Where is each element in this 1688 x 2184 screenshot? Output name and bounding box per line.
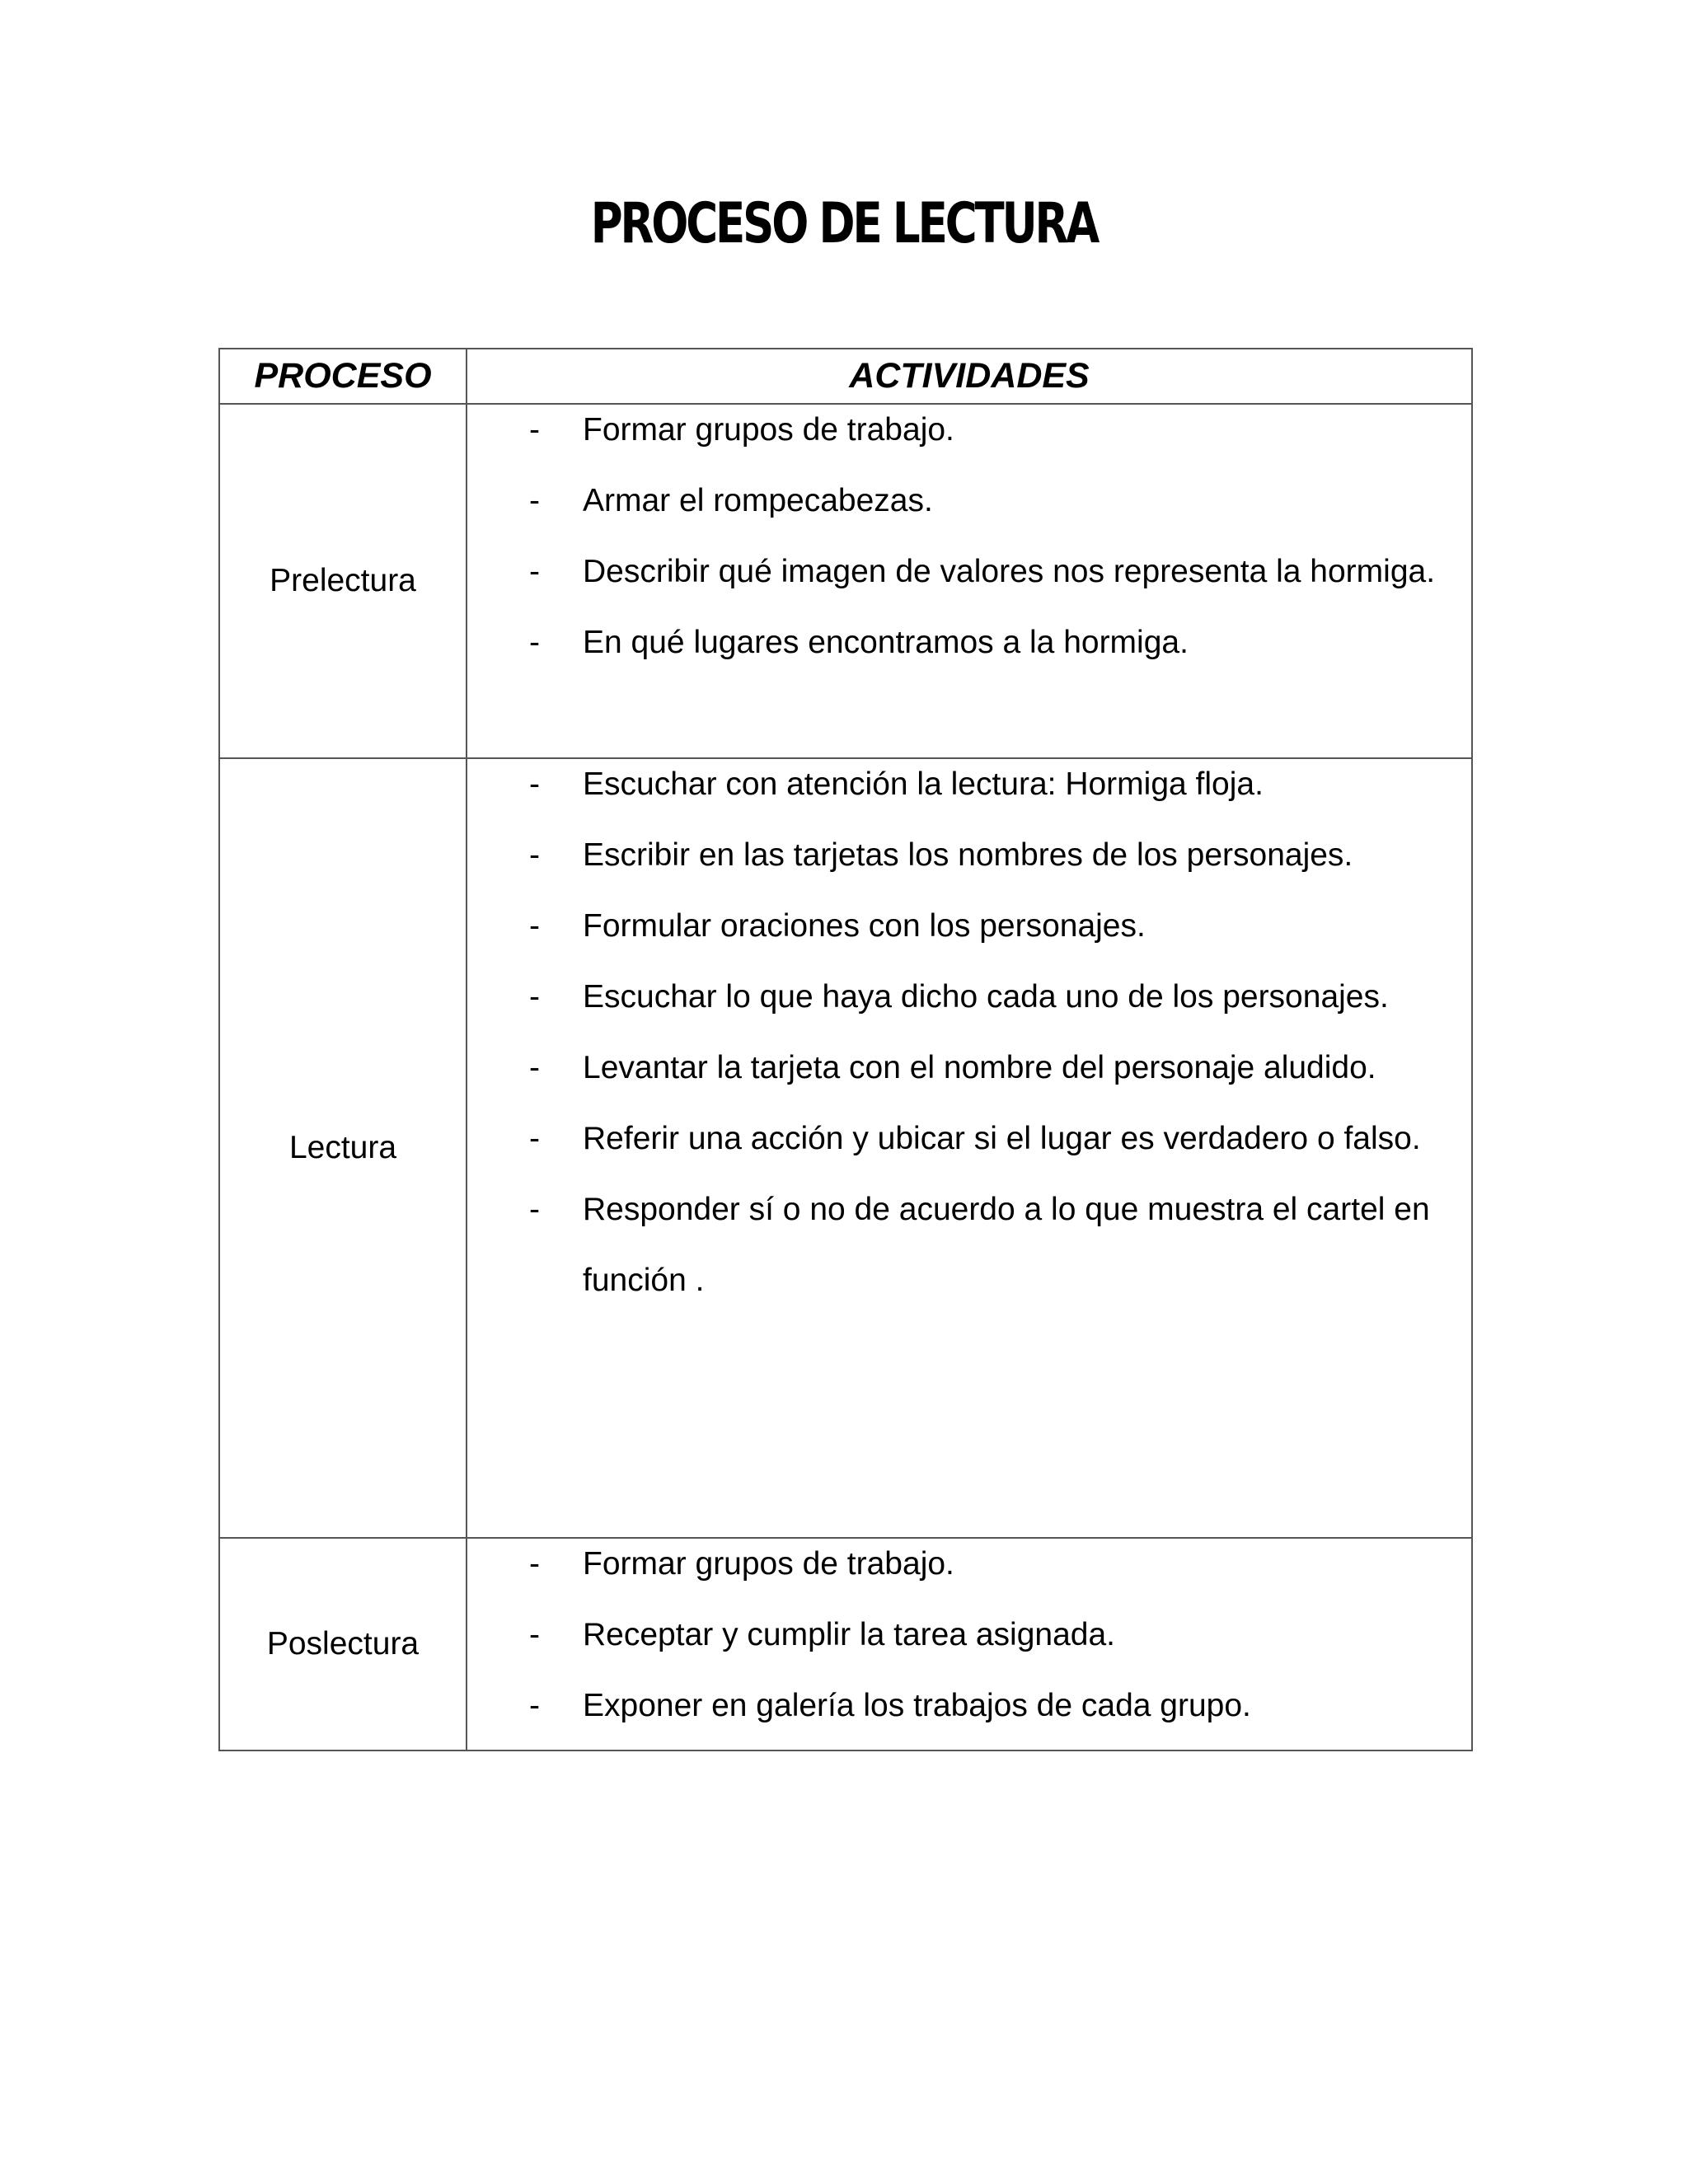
stage-cell: Poslectura xyxy=(219,1538,467,1750)
activity-text: Escribir en las tarjetas los nombres de los personajes. xyxy=(583,837,1353,873)
header-actividades: ACTIVIDADES xyxy=(467,349,1472,404)
activity-text: Escuchar lo que haya dicho cada uno de los personajes. xyxy=(583,979,1389,1015)
bullet-dash: - xyxy=(529,1192,540,1227)
activity-text: Formar grupos de trabajo. xyxy=(583,1546,954,1582)
list-item xyxy=(467,891,1471,962)
stage-cell: Lectura xyxy=(219,758,467,1538)
activity-text: Responder sí o no de acuerdo a lo que muestra el cartel en función . xyxy=(583,1192,1430,1298)
activity-text: En qué lugares encontramos a la hormiga. xyxy=(583,625,1189,660)
list-item xyxy=(467,1600,1471,1671)
list-item xyxy=(467,1104,1471,1174)
activity-text: Receptar y cumplir la tarea asignada. xyxy=(583,1617,1115,1652)
activities-cell xyxy=(467,758,1472,1538)
activity-text: Formar grupos de trabajo. xyxy=(583,412,954,448)
list-item xyxy=(467,466,1471,537)
activities-cell xyxy=(467,404,1472,758)
header-proceso: PROCESO xyxy=(219,349,467,404)
list-item xyxy=(467,537,1471,607)
list-item xyxy=(467,1529,1471,1600)
bullet-dash: - xyxy=(529,979,540,1015)
bullet-dash: - xyxy=(529,1546,540,1582)
bullet-dash: - xyxy=(529,1688,540,1723)
stage-cell: Prelectura xyxy=(219,404,467,758)
bullet-dash: - xyxy=(529,1617,540,1652)
list-item xyxy=(467,962,1471,1033)
bullet-dash: - xyxy=(529,554,540,589)
list-item xyxy=(467,607,1471,678)
activity-text: Levantar la tarjeta con el nombre del personaje aludido. xyxy=(583,1050,1376,1085)
bullet-dash: - xyxy=(529,483,540,518)
list-item xyxy=(467,1671,1471,1741)
bullet-dash: - xyxy=(529,625,540,660)
activity-list xyxy=(467,749,1471,1316)
activity-list xyxy=(467,1529,1471,1741)
list-item xyxy=(467,820,1471,891)
activity-text: Escuchar con atención la lectura: Hormiga floja. xyxy=(583,766,1264,802)
list-item xyxy=(467,1033,1471,1104)
activity-text: Describir qué imagen de valores nos representa la hormiga. xyxy=(583,554,1436,589)
page-title: PROCESO DE LECTURA xyxy=(590,191,1098,256)
reading-process-table xyxy=(218,348,1473,1751)
table-row xyxy=(219,404,1472,758)
bullet-dash: - xyxy=(529,908,540,944)
list-item xyxy=(467,1174,1471,1316)
activity-text: Formular oraciones con los personajes. xyxy=(583,908,1146,944)
bullet-dash: - xyxy=(529,412,540,448)
activity-text: Referir una acción y ubicar si el lugar es verdadero o falso. xyxy=(583,1121,1421,1156)
table-row xyxy=(219,1538,1472,1750)
activity-text: Exponer en galería los trabajos de cada grupo. xyxy=(583,1688,1251,1723)
bullet-dash: - xyxy=(529,1121,540,1156)
list-item xyxy=(467,749,1471,820)
bullet-dash: - xyxy=(529,837,540,873)
activity-text: Armar el rompecabezas. xyxy=(583,483,933,518)
list-item xyxy=(467,395,1471,466)
bullet-dash: - xyxy=(529,766,540,802)
activities-cell xyxy=(467,1538,1472,1750)
activity-list xyxy=(467,395,1471,678)
bullet-dash: - xyxy=(529,1050,540,1085)
table-row xyxy=(219,758,1472,1538)
